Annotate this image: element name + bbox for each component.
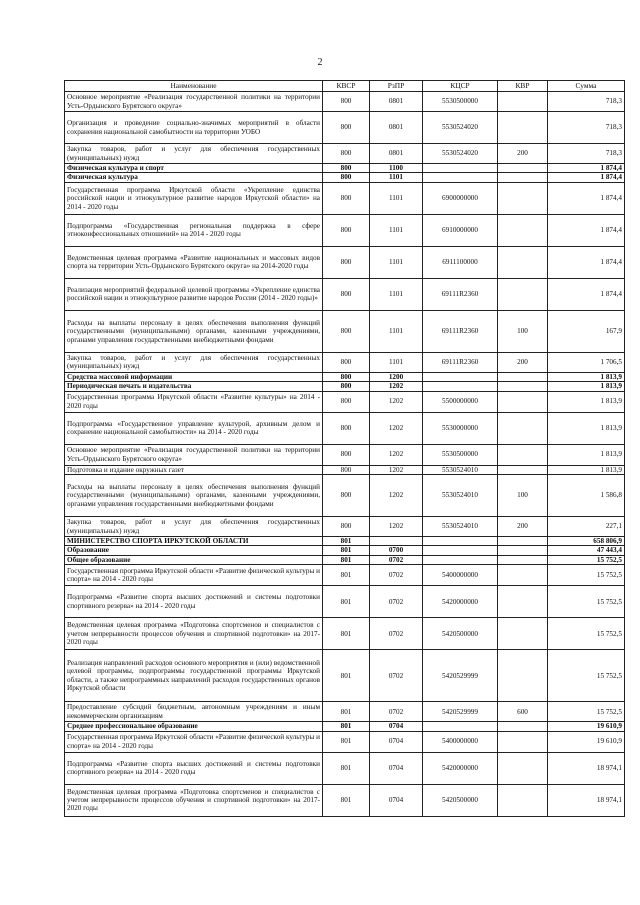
cell-rzpr: 0702 [370,650,423,702]
cell-kvsr: 800 [323,92,370,112]
table-row [65,310,625,352]
cell-rzpr: 1202 [370,412,423,444]
cell-kvr [498,618,548,650]
cell-name: Подпрограмма «Государственная региональная поддержка в сфере этноконфессиональных отношений» на 2014 - 2020 годы [65,214,323,246]
table-row [65,382,625,391]
table-row [65,722,625,731]
cell-kvsr: 800 [323,382,370,391]
cell-sum: 18 974,1 [548,752,625,784]
cell-kcsr: 5420000000 [423,586,498,618]
cell-sum: 1 586,8 [548,475,625,517]
cell-kvr [498,752,548,784]
cell-kcsr [423,164,498,173]
cell-kcsr: 69111R2360 [423,310,498,352]
cell-name: Ведомственная целевая программа «Подготовка спортсменов и специалистов с учетом непрерывности процессов обучения и спортивной подготовки» на 2017-2020 годы [65,784,323,816]
cell-sum: 19 610,9 [548,731,625,752]
cell-name: Государственная программа Иркутской области «Развитие физической культуры и спорта» на 2014 - 2020 годы [65,565,323,586]
table-row [65,144,625,164]
table-row [65,731,625,752]
cell-sum: 18 974,1 [548,784,625,816]
cell-kcsr [423,537,498,546]
cell-kcsr: 5420500000 [423,784,498,816]
table-row [65,475,625,517]
cell-name: Периодическая печать и издательства [65,382,323,391]
cell-name: Ведомственная целевая программа «Развитие национальных и массовых видов спорта на территории Усть-Ордынского Бурятского округа» на 2014-2020 годы [65,246,323,278]
cell-rzpr: 1200 [370,372,423,381]
cell-kvsr: 800 [323,144,370,164]
cell-kvr: 200 [498,352,548,372]
table-row [65,586,625,618]
cell-rzpr [370,537,423,546]
cell-sum: 1 874,4 [548,182,625,214]
cell-kcsr: 5500000000 [423,391,498,412]
cell-kvsr: 800 [323,352,370,372]
cell-rzpr: 1202 [370,391,423,412]
cell-sum: 718,3 [548,112,625,144]
cell-kvsr: 800 [323,444,370,465]
cell-kvsr: 801 [323,731,370,752]
cell-kvr [498,537,548,546]
cell-rzpr: 1202 [370,517,423,537]
cell-sum: 1 874,4 [548,173,625,182]
cell-kvr [498,722,548,731]
cell-name: Подпрограмма «Развитие спорта высших достижений и системы подготовки спортивного резерва» на 2014 - 2020 годы [65,586,323,618]
cell-sum: 1 813,9 [548,465,625,474]
cell-kvr [498,784,548,816]
cell-rzpr: 0801 [370,92,423,112]
cell-kcsr: 5530524010 [423,465,498,474]
cell-sum: 227,1 [548,517,625,537]
cell-kvr [498,214,548,246]
header-kvr: КВР [498,81,548,92]
cell-sum: 1 813,9 [548,382,625,391]
cell-kvsr: 801 [323,546,370,555]
table-body [65,92,625,817]
cell-rzpr: 1202 [370,382,423,391]
cell-name: Расходы на выплаты персоналу в целях обеспечения выполнения функций государственными (муниципальными) органами, казенными учреждениями, органами управления государственными внебюджетными фондами [65,475,323,517]
cell-rzpr: 0700 [370,546,423,555]
cell-kcsr: 6900000000 [423,182,498,214]
cell-kvr: 100 [498,475,548,517]
cell-sum: 1 813,9 [548,372,625,381]
cell-kvr [498,444,548,465]
cell-name: Подпрограмма «Развитие спорта высших достижений и системы подготовки спортивного резерва» на 2014 - 2020 годы [65,752,323,784]
table-row [65,372,625,381]
cell-name: Государственная программа Иркутской области «Укрепление единства российской нации и этнокультурное развитие народов Иркутской области» на 2014 - 2020 годы [65,182,323,214]
cell-sum: 1 706,5 [548,352,625,372]
cell-rzpr: 1101 [370,352,423,372]
cell-sum: 1 874,4 [548,214,625,246]
cell-rzpr: 0702 [370,586,423,618]
cell-kcsr: 5530524010 [423,517,498,537]
page-number: 2 [317,57,323,68]
cell-name: Общее образование [65,555,323,564]
cell-kvr: 200 [498,144,548,164]
cell-kcsr: 5530500000 [423,444,498,465]
cell-kcsr: 5530000000 [423,412,498,444]
cell-kvr [498,391,548,412]
cell-kvr [498,586,548,618]
cell-kvsr: 800 [323,465,370,474]
cell-rzpr: 1101 [370,182,423,214]
cell-kvr [498,555,548,564]
cell-kcsr [423,722,498,731]
cell-name: МИНИСТЕРСТВО СПОРТА ИРКУТСКОЙ ОБЛАСТИ [65,537,323,546]
cell-kvsr: 801 [323,618,370,650]
cell-kvsr: 801 [323,752,370,784]
cell-sum: 1 874,4 [548,246,625,278]
cell-kvr: 200 [498,517,548,537]
cell-rzpr: 1202 [370,475,423,517]
table-row [65,517,625,537]
table-row [65,278,625,310]
table-row [65,173,625,182]
cell-kcsr: 69111R2360 [423,352,498,372]
cell-name: Реализация мероприятий федеральной целевой программы «Укрепление единства российской нации и этнокультурное развитие народов России (2014 - 2020 годы)» [65,278,323,310]
cell-name: Закупка товаров, работ и услуг для обеспечения государственных (муниципальных) нужд [65,144,323,164]
cell-name: Физическая культура и спорт [65,164,323,173]
header-kvsr: КВСР [323,81,370,92]
cell-kvsr: 800 [323,112,370,144]
cell-kvsr: 800 [323,246,370,278]
table-row [65,537,625,546]
cell-name: Расходы на выплаты персоналу в целях обеспечения выполнения функций государственными (муниципальными) органами, казенными учреждениями, органами управления государственными внебюджетными фондами [65,310,323,352]
cell-kcsr [423,546,498,555]
cell-rzpr: 1101 [370,310,423,352]
cell-name: Физическая культура [65,173,323,182]
table-row [65,92,625,112]
cell-rzpr: 0702 [370,565,423,586]
cell-kvsr: 801 [323,586,370,618]
cell-kcsr: 5530524020 [423,112,498,144]
cell-kcsr: 5400000000 [423,565,498,586]
cell-sum: 15 752,5 [548,565,625,586]
table-row [65,555,625,564]
cell-rzpr: 1101 [370,278,423,310]
cell-kvr [498,246,548,278]
cell-kcsr: 5530500000 [423,92,498,112]
cell-kvsr: 800 [323,475,370,517]
cell-name: Закупка товаров, работ и услуг для обеспечения государственных (муниципальных) нужд [65,352,323,372]
header-name: Наименование [65,81,323,92]
cell-sum: 15 752,5 [548,618,625,650]
cell-name: Подпрограмма «Государственное управление культурой, архивным делом и сохранение национальной самобытности» на 2014 - 2020 годы [65,412,323,444]
cell-rzpr: 0702 [370,702,423,722]
cell-kvr [498,650,548,702]
table-row [65,112,625,144]
cell-kvr [498,546,548,555]
cell-sum: 718,3 [548,92,625,112]
cell-kvsr: 800 [323,214,370,246]
cell-kvr [498,173,548,182]
cell-kvsr: 801 [323,702,370,722]
cell-name: Реализация направлений расходов основного мероприятия и (или) ведомственной целевой программы, подпрограммы государственной программы Иркутской области, а также непрограммных направлений расходов государственных органов Иркутской области [65,650,323,702]
cell-sum: 1 813,9 [548,444,625,465]
cell-rzpr: 0704 [370,752,423,784]
cell-name: Государственная программа Иркутской области «Развитие культуры» на 2014 - 2020 годы [65,391,323,412]
cell-sum: 19 610,9 [548,722,625,731]
cell-name: Организация и проведение социально-значимых мероприятий в области сохранения национальной самобытности на территории УОБО [65,112,323,144]
cell-sum: 1 813,9 [548,391,625,412]
cell-name: Образование [65,546,323,555]
cell-name: Государственная программа Иркутской области «Развитие физической культуры и спорта» на 2014 - 2020 годы [65,731,323,752]
table-row [65,391,625,412]
cell-kvr [498,278,548,310]
cell-kvsr: 800 [323,412,370,444]
cell-rzpr: 1100 [370,164,423,173]
cell-sum: 1 813,9 [548,412,625,444]
table-row [65,352,625,372]
cell-rzpr: 1101 [370,214,423,246]
cell-name: Ведомственная целевая программа «Подготовка спортсменов и специалистов с учетом непрерывности процессов обучения и спортивной подготовки» на 2017-2020 годы [65,618,323,650]
table-row [65,546,625,555]
cell-name: Среднее профессиональное образование [65,722,323,731]
cell-kvr [498,112,548,144]
cell-kcsr: 5400000000 [423,731,498,752]
cell-kvsr: 801 [323,537,370,546]
cell-sum: 1 874,4 [548,278,625,310]
table-row [65,752,625,784]
cell-kcsr: 5420000000 [423,752,498,784]
cell-kcsr: 6911100000 [423,246,498,278]
cell-kcsr: 69111R2360 [423,278,498,310]
table-row [65,618,625,650]
cell-sum: 15 752,5 [548,586,625,618]
cell-kcsr [423,555,498,564]
cell-rzpr: 0704 [370,731,423,752]
cell-kvsr: 800 [323,310,370,352]
header-rzpr: РзПР [370,81,423,92]
table-header-row [65,81,625,92]
cell-sum: 15 752,5 [548,555,625,564]
cell-kvsr: 801 [323,650,370,702]
cell-kvsr: 801 [323,565,370,586]
cell-kvsr: 801 [323,784,370,816]
cell-rzpr: 1202 [370,465,423,474]
table-row [65,465,625,474]
cell-sum: 47 443,4 [548,546,625,555]
cell-kvr [498,182,548,214]
cell-kcsr: 5530524020 [423,144,498,164]
cell-rzpr: 1202 [370,444,423,465]
cell-kcsr [423,173,498,182]
table-row [65,702,625,722]
cell-name: Основное мероприятие «Реализация государственной политики на территории Усть-Ордынского Бурятского округа» [65,444,323,465]
table-row [65,444,625,465]
cell-name: Подготовка и издание окружных газет [65,465,323,474]
cell-kvr [498,465,548,474]
cell-kvr [498,565,548,586]
cell-sum: 15 752,5 [548,650,625,702]
cell-kvr [498,382,548,391]
cell-sum: 718,3 [548,144,625,164]
cell-kvr [498,731,548,752]
header-kcsr: КЦСР [423,81,498,92]
cell-kcsr: 5420529999 [423,702,498,722]
cell-kvsr: 800 [323,372,370,381]
header-sum: Сумма [548,81,625,92]
cell-kvr [498,372,548,381]
cell-name: Закупка товаров, работ и услуг для обеспечения государственных (муниципальных) нужд [65,517,323,537]
cell-kvr: 600 [498,702,548,722]
cell-kcsr: 5420529999 [423,650,498,702]
cell-kvr: 100 [498,310,548,352]
cell-sum: 15 752,5 [548,702,625,722]
cell-kvr [498,412,548,444]
cell-sum: 658 806,9 [548,537,625,546]
table-row [65,565,625,586]
cell-name: Основное мероприятие «Реализация государственной политики на территории Усть-Ордынского Бурятского округа» [65,92,323,112]
cell-kcsr: 6910000000 [423,214,498,246]
cell-kvr [498,92,548,112]
cell-kcsr [423,382,498,391]
table-row [65,182,625,214]
table-row [65,650,625,702]
cell-kvsr: 801 [323,555,370,564]
cell-kcsr [423,372,498,381]
table-row [65,784,625,816]
cell-sum: 167,9 [548,310,625,352]
cell-kvsr: 800 [323,278,370,310]
cell-kvsr: 800 [323,164,370,173]
cell-name: Средства массовой информации [65,372,323,381]
cell-sum: 1 874,4 [548,164,625,173]
cell-rzpr: 0801 [370,144,423,164]
cell-rzpr: 0801 [370,112,423,144]
cell-kcsr: 5420500000 [423,618,498,650]
cell-rzpr: 0704 [370,722,423,731]
cell-kvsr: 800 [323,182,370,214]
cell-rzpr: 0702 [370,555,423,564]
cell-rzpr: 0702 [370,618,423,650]
cell-rzpr: 1101 [370,246,423,278]
cell-kvsr: 800 [323,391,370,412]
table-row [65,214,625,246]
cell-rzpr: 1101 [370,173,423,182]
cell-kvsr: 801 [323,722,370,731]
cell-kvr [498,164,548,173]
cell-kvsr: 800 [323,517,370,537]
table-row [65,164,625,173]
cell-name: Предоставление субсидий бюджетным, автономным учреждениям и иным некоммерческим организациям [65,702,323,722]
table-row [65,246,625,278]
budget-table [64,80,625,817]
cell-kcsr: 5530524010 [423,475,498,517]
table-row [65,412,625,444]
cell-kvsr: 800 [323,173,370,182]
cell-rzpr: 0704 [370,784,423,816]
